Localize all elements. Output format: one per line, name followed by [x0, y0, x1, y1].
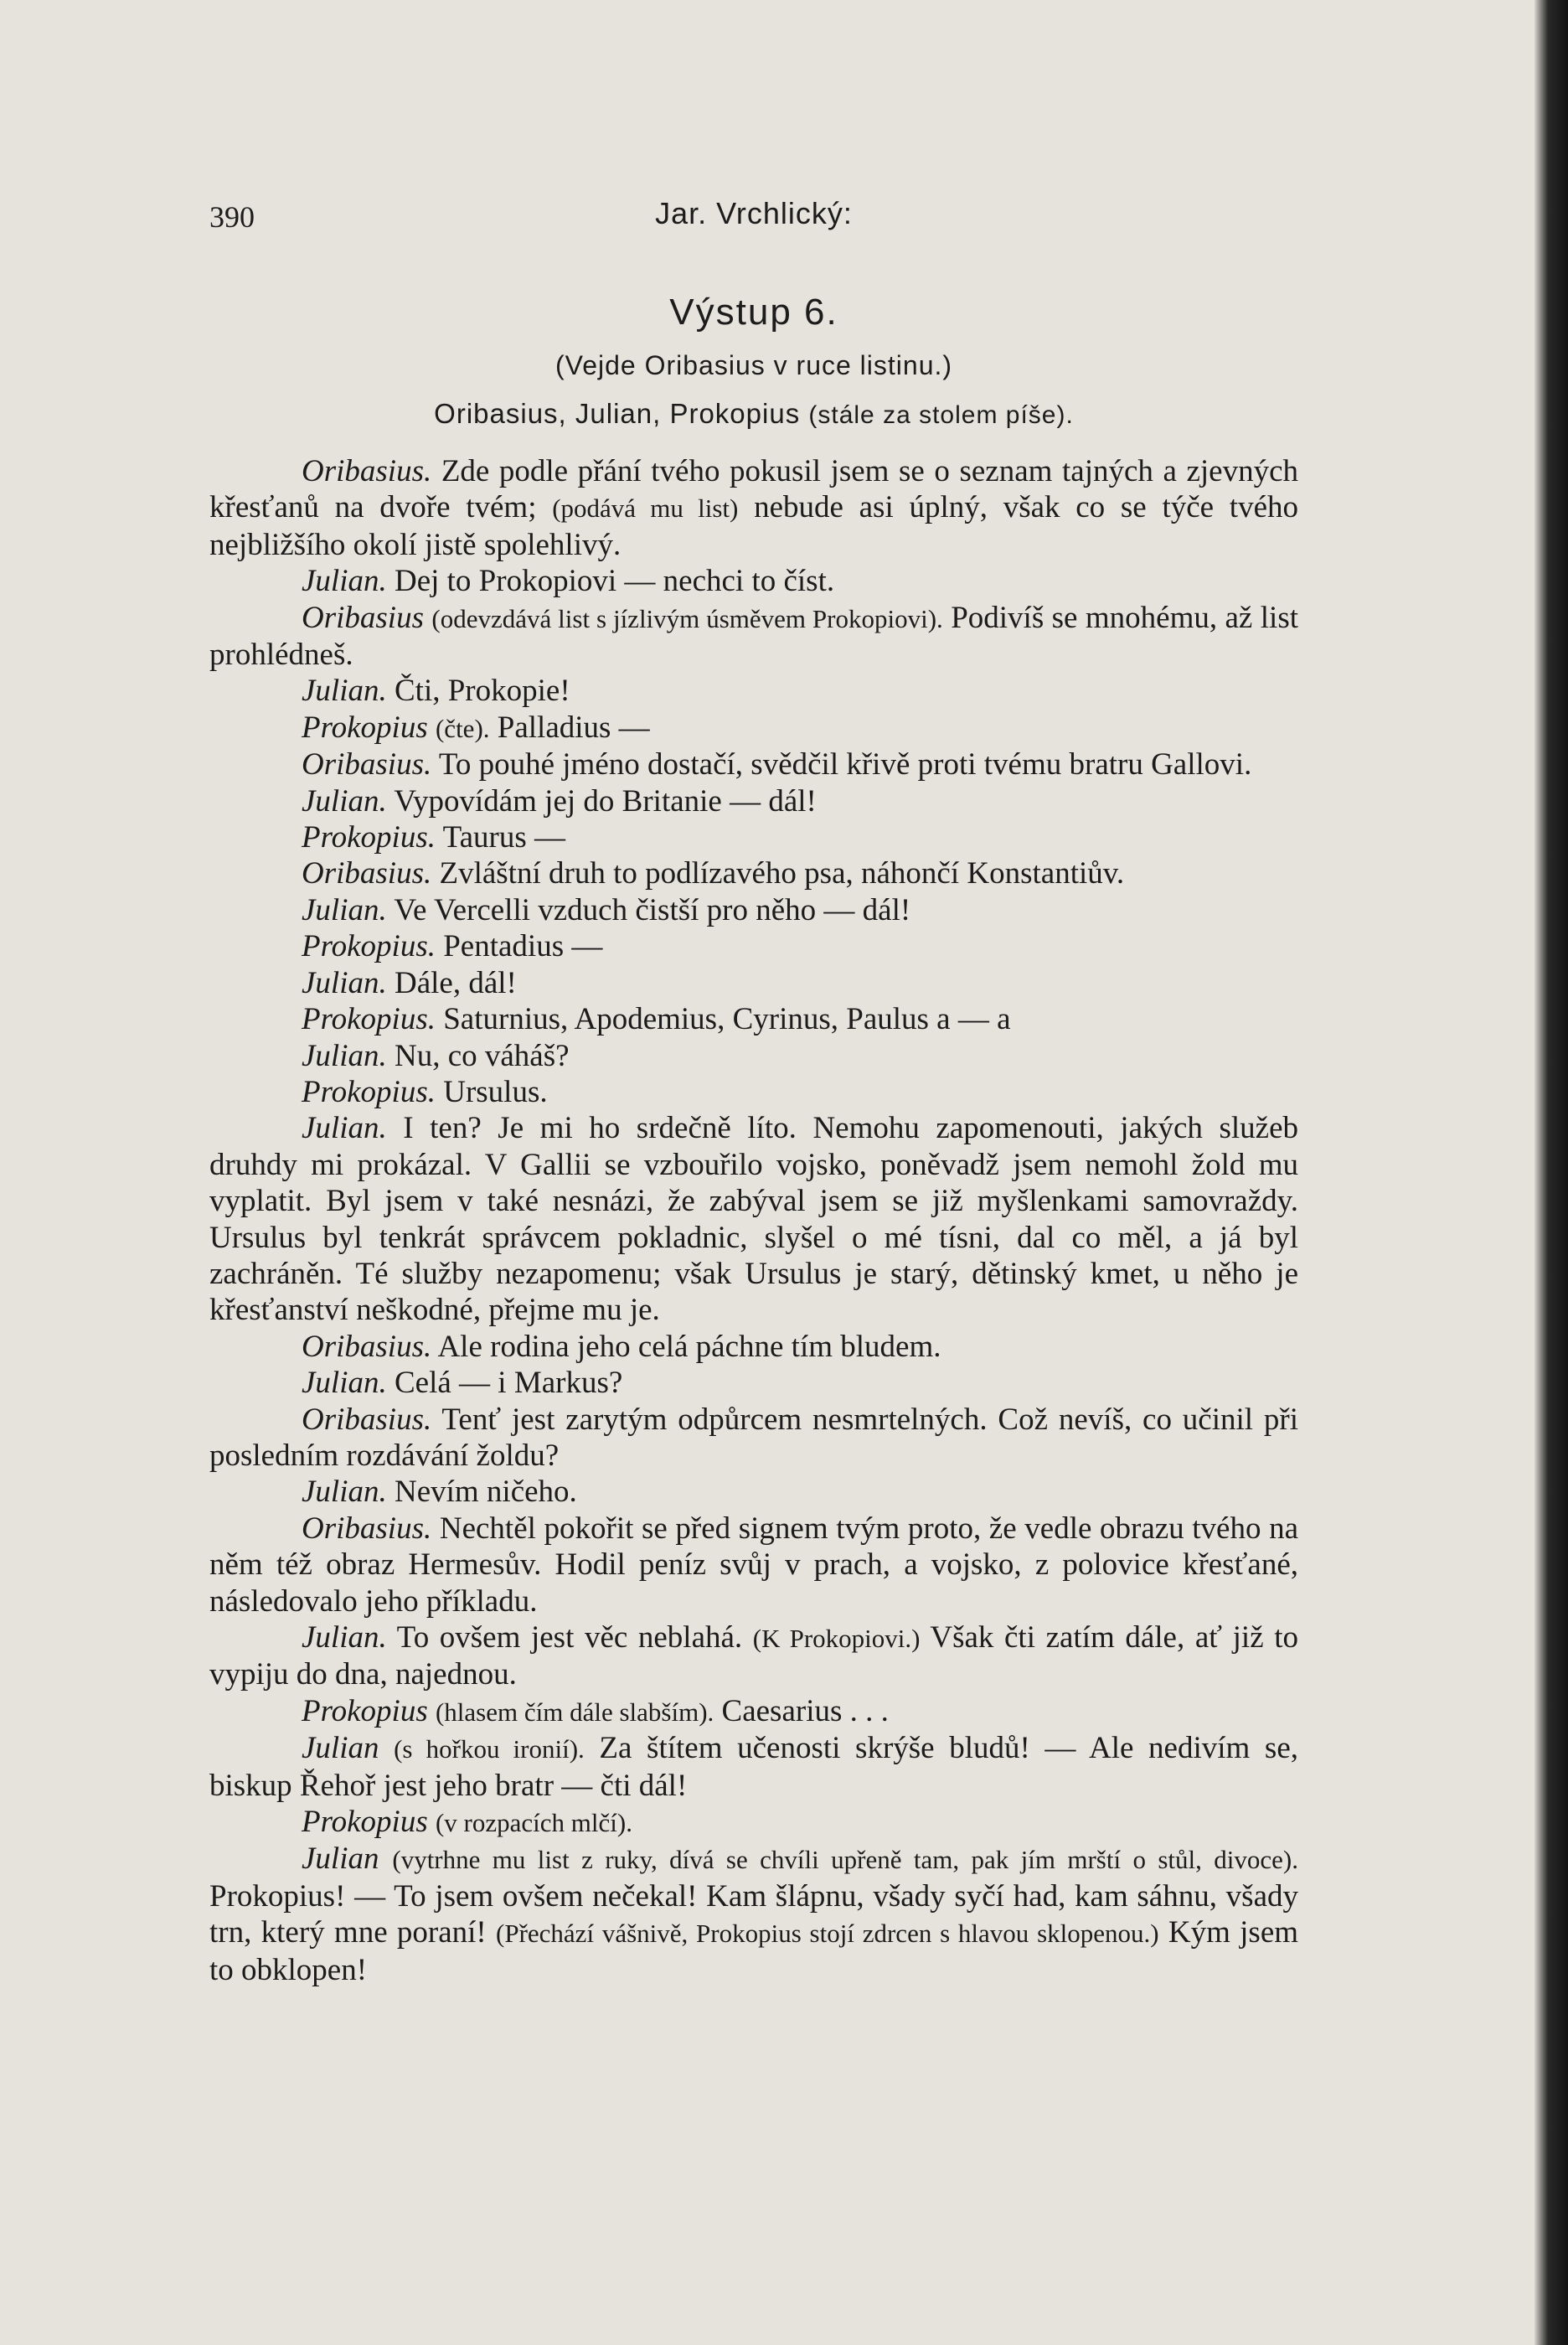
book-page: [209, 184, 1298, 1988]
speech-text: Ale rodina jeho celá páchne tím bludem.: [437, 1329, 941, 1364]
speech-text: Nechtěl pokořit se před signem tvým proto, že vedle obrazu tvého na něm též obraz Hermesův. Hodil peníz svůj v prach, a vojsko, z polovice křesťané, následovalo jeho příkladu.: [209, 1511, 1299, 1619]
dialogue-line: [209, 819, 1298, 855]
speech-text: Dej to Prokopiovi — nechci to číst.: [394, 564, 835, 599]
dialogue-line: [209, 1001, 1298, 1037]
speaker-name: Oribasius.: [302, 856, 432, 891]
speaker-name: Julian.: [302, 1038, 387, 1073]
speech-text: To pouhé jméno dostačí, svědčil křivě proti tvému bratru Gallovi.: [438, 747, 1252, 783]
dialogue-line: [209, 673, 1298, 709]
speaker-name: Oribasius.: [302, 454, 432, 488]
speech-text: Prokopius! — To jsem ovšem nečekal! Kam šlápnu, všady syčí had, kam sáhnu, všady trn, který mne poraní!: [209, 1878, 1298, 1950]
speaker-name: Prokopius: [302, 1693, 428, 1728]
dialogue-line: [209, 1693, 1298, 1730]
dialogue-line: [209, 928, 1298, 964]
dialogue-line: [209, 563, 1298, 599]
dialogue: [209, 453, 1298, 1988]
speaker-name: Prokopius.: [302, 820, 436, 855]
dialogue-line: [209, 1474, 1298, 1510]
cast-note: (stále za stolem píše).: [808, 401, 1074, 429]
speaker-name: Oribasius.: [302, 1511, 432, 1546]
speech-text: Dále, dál!: [394, 965, 517, 1000]
stage-direction: (Přechází vášnivě, Prokopius stojí zdrcen s hlavou sklopenou.): [496, 1919, 1159, 1949]
scene-title: Výstup 6.: [669, 292, 838, 333]
dialogue-line: [209, 710, 1298, 746]
speech-text: Taurus —: [442, 820, 565, 855]
dialogue-line: [209, 1730, 1298, 1804]
dialogue-line: [209, 1365, 1298, 1401]
speech-text: Tenť jest zarytým odpůrcem nesmrtelných. Což nevíš, co učinil při posledním rozdávání žoldu?: [209, 1402, 1298, 1473]
speech-text: Caesarius . . .: [714, 1693, 889, 1728]
speech-text: Ursulus.: [443, 1074, 548, 1109]
dialogue-line: [209, 1110, 1298, 1328]
speech-text: Ve Vercelli vzduch čistší pro něho — dál!: [394, 892, 911, 927]
stage-direction: (vytrhne mu list z ruky, dívá se chvíli upřeně tam, pak jím mrští o stůl, divoce).: [392, 1845, 1298, 1875]
stage-direction: (odevzdává list s jízlivým úsměvem Prokopiovi).: [431, 603, 943, 633]
stage-direction: (podává mu list): [552, 493, 739, 524]
speech-text: nebude asi úplný, však co se týče tvého nejbližšího okolí jistě spolehlivý.: [209, 490, 1298, 562]
speech-text: Celá — i Markus?: [394, 1366, 623, 1401]
speaker-name: Julian.: [302, 564, 387, 599]
speech-text: Za štítem učenosti skrýše bludů! — Ale nedivím se, biskup Řehoř jest jeho bratr — čti dál!: [209, 1731, 1298, 1803]
stage-direction: (s hořkou ironií).: [394, 1734, 585, 1764]
speaker-name: Julian.: [302, 783, 387, 819]
speech-text: Zde podle přání tvého pokusil jsem se o seznam tajných a zjevných křesťanů na dvoře tvém;: [209, 454, 1299, 525]
speech-text: Však čti zatím dále, ať již to vypiju do dna, najednou.: [209, 1620, 1298, 1692]
page-header: [209, 184, 1298, 235]
dialogue-line: [209, 453, 1298, 563]
speaker-name: Julian: [302, 1731, 379, 1766]
dialogue-line: [209, 783, 1298, 819]
dialogue-line: [209, 1619, 1298, 1693]
dialogue-line: [209, 855, 1298, 891]
speech-text: Kým jsem to obklopen!: [209, 1915, 1299, 1987]
speaker-name: Prokopius: [302, 1805, 428, 1840]
speech-text: To ovšem jest věc neblahá.: [396, 1620, 753, 1655]
speaker-name: Prokopius.: [302, 929, 436, 964]
speech-text: Nevím ničeho.: [394, 1475, 577, 1510]
page-number: 390: [209, 200, 255, 234]
speech-text: Podivíš se mnohému, až list prohlédneš.: [209, 600, 1298, 673]
dialogue-line: [209, 1841, 1298, 1988]
dialogue-line: [209, 746, 1298, 783]
speaker-name: Julian.: [302, 674, 387, 709]
dialogue-line: [209, 1329, 1298, 1365]
dialogue-line: [209, 965, 1298, 1001]
stage-direction: (hlasem čím dále slabším).: [435, 1697, 714, 1727]
stage-direction: (v rozpacích mlčí).: [435, 1808, 632, 1838]
dialogue-line: [209, 1074, 1298, 1110]
stage-direction: (K Prokopiovi.): [752, 1624, 921, 1653]
cast-list: [209, 398, 1298, 430]
speaker-name: Oribasius.: [302, 1402, 432, 1437]
dialogue-line: [209, 1804, 1298, 1841]
stage-direction: (čte).: [435, 713, 490, 743]
speech-text: Vypovídám jej do Britanie — dál!: [394, 783, 817, 819]
speaker-name: Julian.: [302, 1111, 387, 1146]
speech-text: Nu, co váháš?: [394, 1038, 570, 1073]
speech-text: Čti, Prokopie!: [394, 674, 570, 709]
dialogue-line: [209, 1038, 1298, 1074]
dialogue-line: [209, 1402, 1298, 1475]
speaker-name: Julian.: [302, 965, 387, 1000]
scene-stage-direction: (Vejde Oribasius v ruce listinu.): [554, 350, 953, 380]
speaker-name: Julian.: [302, 1475, 387, 1510]
dialogue-line: [209, 600, 1298, 674]
speech-text: Palladius —: [489, 710, 650, 745]
speaker-name: Prokopius: [302, 710, 428, 745]
speaker-name: Julian.: [302, 1620, 387, 1655]
speaker-name: Julian: [302, 1841, 379, 1877]
speaker-name: Prokopius.: [302, 1002, 436, 1037]
speaker-name: Oribasius: [302, 600, 424, 635]
speaker-name: Oribasius.: [302, 747, 432, 783]
speaker-name: Julian.: [302, 1366, 387, 1401]
speech-text: Pentadius —: [443, 929, 603, 964]
dialogue-line: [209, 892, 1298, 928]
running-head: Jar. Vrchlický:: [655, 196, 853, 230]
dialogue-line: [209, 1511, 1298, 1619]
speech-text: Saturnius, Apodemius, Cyrinus, Paulus a — a: [443, 1002, 1011, 1037]
speaker-name: Julian.: [302, 892, 387, 927]
scan-edge: [1534, 0, 1568, 2345]
speaker-name: Prokopius.: [302, 1074, 436, 1109]
cast-names: Oribasius, Julian, Prokopius: [434, 398, 801, 429]
speech-text: Zvláštní druh to podlízavého psa, náhončí Konstantiův.: [439, 856, 1125, 891]
speech-text: I ten? Je mi ho srdečně líto. Nemohu zapomenouti, jakých služeb druhdy mi prokázal. V Gallii se vzbouřilo vojsko, poněvadž jsem nemohl žold mu vyplatit. Byl jsem v také nesnázi, že zabýval jsem se již myšlenkami samovraždy. Ursulus byl tenkrát správcem pokladnic, slyšel o mé tísni, dal co měl, a já byl zachráněn. Té služby nezapomenu; však Ursulus je starý, dětinský kmet, u něho je křesťanství neškodné, přejme mu je.: [209, 1111, 1298, 1328]
speaker-name: Oribasius.: [302, 1329, 432, 1364]
